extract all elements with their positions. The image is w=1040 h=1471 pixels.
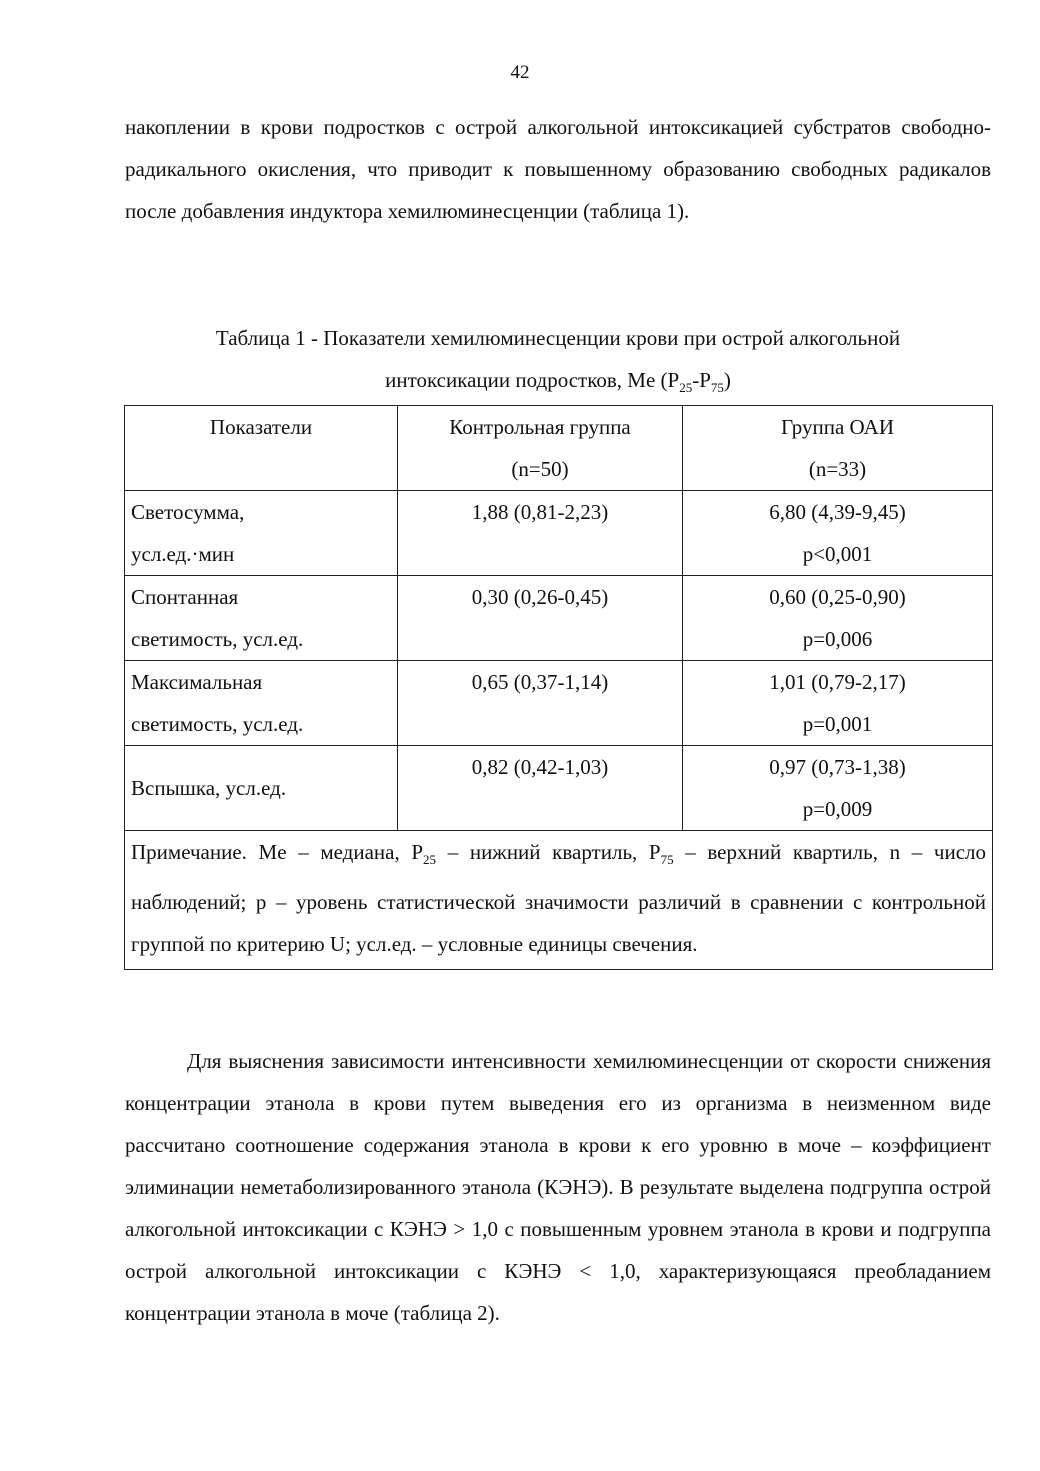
- table-row: [125, 746, 993, 831]
- control-value-cell: 0,30 (0,26-0,45): [398, 576, 683, 661]
- table-caption: [125, 317, 991, 409]
- table-row: [125, 576, 993, 661]
- table-header-row: [125, 406, 993, 491]
- oai-value-cell: 1,01 (0,79-2,17) p=0,001: [683, 661, 993, 746]
- oai-value-cell: 0,60 (0,25-0,90) p=0,006: [683, 576, 993, 661]
- table-note-row: [125, 831, 993, 970]
- table-caption-line2: интоксикации подростков, Me $(P_{25}-P_{75})$: [385, 368, 731, 396]
- indicator-cell: Максимальная светимость, усл.ед.: [125, 661, 398, 746]
- table-caption-line1: Таблица 1 - Показатели хемилюминесценции крови при острой алкогольной: [215, 326, 901, 350]
- control-value-cell: 0,82 (0,42-1,03): [398, 746, 683, 831]
- oai-value-cell: 0,97 (0,73-1,38) p=0,009: [683, 746, 993, 831]
- paragraph-intro: накоплении в крови подростков с острой алкогольной интоксикацией субстратов свободно-радикального окисления, что приводит к повышенному образованию свободных радикалов после добавления индуктора хемилюминесценции (таблица 1).: [125, 115, 991, 223]
- indicator-cell: Спонтанная светимость, усл.ед.: [125, 576, 398, 661]
- header-control-group: Контрольная группа (n=50): [398, 406, 683, 491]
- header-indicators: Показатели: [125, 406, 398, 491]
- table-row: [125, 491, 993, 576]
- control-value-cell: 1,88 (0,81-2,23): [398, 491, 683, 576]
- paragraph-main: Для выяснения зависимости интенсивности хемилюминесценции от скорости снижения концентрации этанола в крови путем выведения его из организма в неизменном виде рассчитано соотношение содержания этанола в крови к его уровню в моче – коэффициент элиминации неметаболизированного этанола (КЭНЭ). В результате выделена подгруппа острой алкогольной интоксикации с КЭНЭ > 1,0 с повышенным уровнем этанола в крови и подгруппа острой алкогольной интоксикации с КЭНЭ < 1,0, характеризующаяся преобладанием концентрации этанола в моче (таблица 2).: [125, 1049, 991, 1325]
- indicator-cell: Светосумма, усл.ед.·мин: [125, 491, 398, 576]
- indicator-cell: Вспышка, усл.ед.: [125, 746, 398, 831]
- control-value-cell: 0,65 (0,37-1,14): [398, 661, 683, 746]
- header-oai-group: Группа ОАИ (n=33): [683, 406, 993, 491]
- oai-value-cell: 6,80 (4,39-9,45) p<0,001: [683, 491, 993, 576]
- chemiluminescence-table: [124, 405, 993, 970]
- page-number: 42: [510, 62, 530, 83]
- table-note: Примечание. Me – медиана, $P_{25}$ – нижний квартиль, $P_{75}$ – верхний квартиль, n – число наблюдений; p – уровень статистической значимости различий в сравнении с контрольной группой по критерию U; усл.ед. – условные единицы свечения.: [125, 831, 993, 970]
- table-row: [125, 661, 993, 746]
